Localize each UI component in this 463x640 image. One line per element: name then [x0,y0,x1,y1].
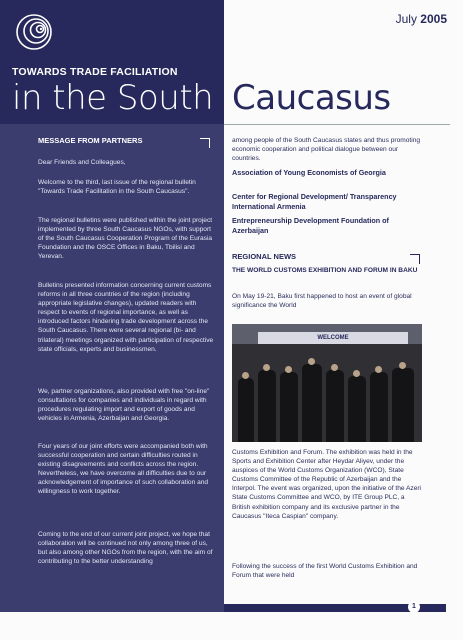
paragraph-5: Four years of our joint efforts were accompanied both with successful cooperation and certain difficulties routed in existing disagreements and conflicts across the region. Nevertheless, we have overcome all difficulties due to our acknowledgement of importance of such collaboration and willingness to work together. [38,443,209,496]
bulletin-subtitle: TOWARDS TRADE FACILIATION [12,66,178,78]
person-figure [280,372,298,442]
issue-month: July [395,12,417,26]
exhibition-photo [232,324,422,442]
org-georgia: Association of Young Economists of Georgia [232,168,386,177]
person-head [285,366,292,373]
org-azerbaijan: Entrepreneurship Development Foundation of Azerbaijan [232,216,389,235]
welcome-banner: WELCOME [258,332,408,344]
person-figure [370,372,388,442]
bulletin-title-right: Caucasus [232,78,391,118]
article-headline: THE WORLD CUSTOMS EXHIBITION AND FORUM IN BAKU [232,267,418,274]
person-head [242,372,249,379]
person-head [263,364,270,371]
paragraph-6: Coming to the end of our current joint project, we hope that collaboration will be continued not only among three of us, but also among other NGOs from the region, with the aim of contributing to the better understanding [38,531,213,566]
org-armenia: Center for Regional Development/ Transparency International Armenia [232,192,397,211]
spiral-logo-icon [12,12,58,52]
paragraph-3: Bulletins presented information concerning current customs reforms in all three countries of the region (including appropriate legislative changes), updated readers with respect to events of regional importance, as well as introduced factors hindering trade development across the South Caucasus. There were several regional (bi- and trilateral) meetings organized with participation of respective state officials, experts and businessmen. [38,282,214,353]
person-head [331,364,338,371]
paragraph-4: We, partner organizations, also provided with free "on-line" consultations for companies and individuals in regard with procedures regulating import and export of goods and vehicles in Armenia, Azerbaijan and Georgia. [38,388,210,423]
corner-mark [200,138,210,148]
partners-continuation: among people of the South Caucasus states and thus promoting economic cooperation and political dialogue between our countries. [232,137,421,163]
issue-date [396,12,447,26]
paragraph-2: The regional bulletins were published within the joint project implemented by three South Caucasus NGOs, with support of the South Caucasus Cooperation Program of the Eurasia Foundation and the OSCE Offices in Baku, Tbilisi and Yerevan. [38,217,213,261]
person-figure [392,368,414,442]
issue-year: 2005 [420,12,447,26]
paragraph-1: Welcome to the third, last issue of the regional bulletin "Towards Trade Facilitation in the South Caucasus". [38,179,196,196]
article-body-1: Customs Exhibition and Forum. The exhibition was held in the Sports and Exhibition Center after Heydar Aliyev, under the auspices of the World Customs Organization (WCO), State Customs Committee of the Republic of Azerbaijan and the Interpol. The event was organized, upon the initiative of the Azeri State Customs Committee and WCO, by ITE Group PLC, a British exhibition company and its exclusive partner in the Caucasus "Iteca Caspian" company. [232,449,422,520]
person-head [308,358,315,365]
article-intro: On May 19-21, Baku first happened to host an event of global significance the World [232,293,412,310]
masthead-band [0,0,224,124]
page-number: 1 [408,601,420,613]
person-head [399,362,406,369]
bulletin-title-left: in the South [12,78,214,118]
person-figure [302,364,322,442]
person-figure [326,370,344,442]
person-head [375,366,382,373]
person-figure [238,378,254,442]
section-title-news: REGIONAL NEWS [232,252,297,261]
partners-column [0,124,224,612]
person-figure [348,376,366,442]
section-title-partners: MESSAGE FROM PARTNERS [38,136,143,145]
person-head [353,370,360,377]
greeting: Dear Friends and Colleagues, [38,159,126,166]
header-divider [224,124,450,125]
corner-mark [410,254,420,264]
person-figure [258,370,276,442]
article-body-2: Following the success of the first World Customs Exhibition and Forum that were held [232,563,418,580]
